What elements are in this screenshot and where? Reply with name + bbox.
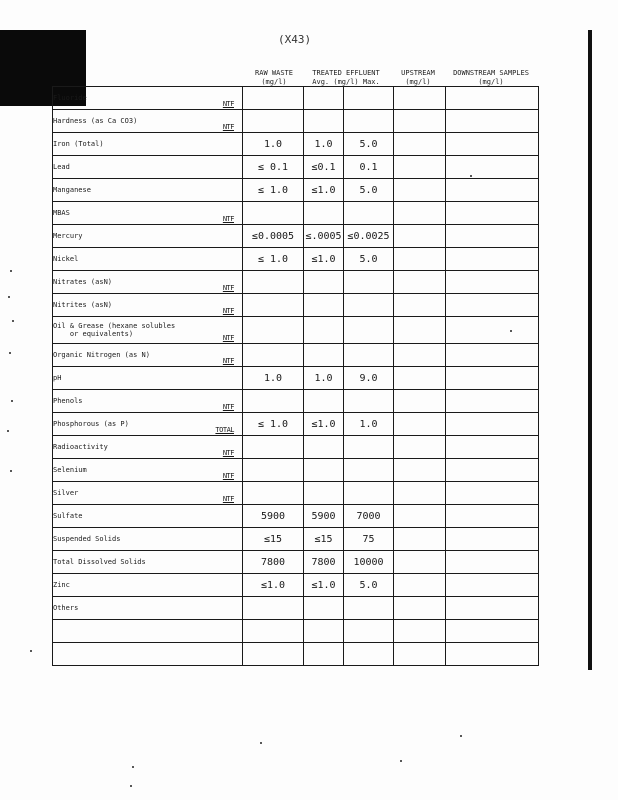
parameter-cell (53, 179, 243, 202)
header-downstream-samples: DOWNSTREAM SAMPLES (mg/l) (453, 69, 529, 86)
raw-waste-value-cell (243, 436, 304, 459)
parameter-name: Selenium (53, 466, 87, 474)
ntf-mark: NTF (222, 215, 234, 223)
treated-avg-value-cell (304, 597, 344, 620)
parameter-name: Phenols (53, 397, 83, 405)
raw-waste-value-cell (243, 459, 304, 482)
downstream-cell (446, 179, 539, 202)
upstream-cell (394, 482, 446, 505)
treated-max-value: 1.0 (359, 418, 378, 430)
parameter-name: Others (53, 604, 79, 612)
ntf-mark: NTF (222, 100, 234, 108)
treated-avg-value-cell (304, 344, 344, 367)
downstream-cell (446, 133, 539, 156)
ntf-mark: NTF (222, 495, 234, 503)
parameter-name: Nickel (53, 255, 79, 263)
downstream-cell (446, 482, 539, 505)
treated-avg-value-cell (304, 551, 344, 574)
table-row (53, 390, 539, 413)
treated-max-value: 0.1 (359, 161, 378, 173)
raw-waste-value-cell (243, 179, 304, 202)
table-row (53, 597, 539, 620)
treated-avg-value: 5900 (311, 510, 336, 522)
raw-waste-value-cell (243, 528, 304, 551)
ntf-mark: NTF (222, 334, 234, 342)
scan-speck (7, 430, 9, 432)
treated-avg-value-cell (304, 620, 344, 643)
treated-avg-value: ≤1.0 (311, 253, 336, 265)
header-raw-waste: RAW WASTE (mg/l) (255, 69, 293, 86)
treated-max-value-cell (344, 202, 394, 225)
parameter-name: pH (53, 374, 62, 382)
raw-waste-value: ≤ 1.0 (257, 418, 289, 430)
treated-max-value-cell (344, 344, 394, 367)
upstream-cell (394, 110, 446, 133)
upstream-cell (394, 459, 446, 482)
treated-max-value-cell (344, 459, 394, 482)
page-number: (X43) (278, 33, 312, 46)
table-row (53, 413, 539, 436)
raw-waste-value: ≤15 (263, 533, 283, 545)
table-row (53, 551, 539, 574)
treated-avg-value-cell (304, 271, 344, 294)
parameter-cell (53, 528, 243, 551)
table-row (53, 248, 539, 271)
raw-waste-value-cell (243, 643, 304, 666)
raw-waste-value-cell (243, 574, 304, 597)
scan-speck (400, 760, 402, 762)
scan-speck (11, 400, 13, 402)
downstream-cell (446, 202, 539, 225)
table-row (53, 87, 539, 110)
table-row (53, 482, 539, 505)
raw-waste-value-cell (243, 248, 304, 271)
raw-waste-value: ≤0.0005 (251, 230, 295, 242)
raw-waste-value-cell (243, 202, 304, 225)
treated-max-value: ≤0.0025 (347, 230, 390, 242)
parameter-name: Phosphorous (as P) (53, 420, 129, 428)
treated-max-value: 75 (362, 533, 375, 545)
treated-avg-value-cell (304, 643, 344, 666)
downstream-cell (446, 317, 539, 344)
upstream-cell (394, 271, 446, 294)
parameter-name: MBAS (53, 209, 70, 217)
parameter-name: Fluoride (53, 94, 87, 102)
upstream-cell (394, 133, 446, 156)
raw-waste-value-cell (243, 551, 304, 574)
parameter-cell (53, 620, 243, 643)
table-row (53, 110, 539, 133)
parameter-cell (53, 436, 243, 459)
treated-avg-value: ≤1.0 (311, 418, 336, 430)
parameter-cell (53, 202, 243, 225)
treated-avg-value: 1.0 (314, 372, 333, 384)
treated-avg-value-cell (304, 528, 344, 551)
upstream-cell (394, 248, 446, 271)
parameter-name: Radioactivity (53, 443, 108, 451)
parameter-cell (53, 413, 243, 436)
raw-waste-value-cell (243, 620, 304, 643)
parameter-cell (53, 225, 243, 248)
treated-avg-value-cell (304, 574, 344, 597)
treated-max-value-cell (344, 133, 394, 156)
scan-speck (8, 296, 10, 298)
treated-avg-value-cell (304, 436, 344, 459)
raw-waste-value: ≤ 1.0 (257, 253, 289, 265)
parameter-cell (53, 574, 243, 597)
treated-max-value-cell (344, 294, 394, 317)
ntf-mark: NTF (222, 123, 234, 131)
scan-speck (470, 175, 472, 177)
downstream-cell (446, 110, 539, 133)
ntf-mark: NTF (222, 472, 234, 480)
treated-avg-value-cell (304, 367, 344, 390)
raw-waste-value-cell (243, 110, 304, 133)
upstream-cell (394, 597, 446, 620)
scan-speck (12, 320, 14, 322)
raw-waste-value: 5900 (260, 510, 286, 522)
raw-waste-value-cell (243, 344, 304, 367)
downstream-cell (446, 225, 539, 248)
upstream-cell (394, 436, 446, 459)
ntf-mark: NTF (222, 307, 234, 315)
parameter-cell (53, 344, 243, 367)
raw-waste-value-cell (243, 225, 304, 248)
ntf-mark: NTF (222, 449, 234, 457)
treated-avg-value-cell (304, 317, 344, 344)
parameter-cell (53, 110, 243, 133)
raw-waste-value-cell (243, 294, 304, 317)
raw-waste-value-cell (243, 367, 304, 390)
treated-max-value-cell (344, 620, 394, 643)
upstream-cell (394, 179, 446, 202)
parameter-name: Sulfate (53, 512, 83, 520)
upstream-cell (394, 156, 446, 179)
downstream-cell (446, 271, 539, 294)
downstream-cell (446, 413, 539, 436)
scan-speck (30, 650, 32, 652)
treated-max-value-cell (344, 597, 394, 620)
raw-waste-value-cell (243, 156, 304, 179)
parameter-cell (53, 317, 243, 344)
downstream-cell (446, 294, 539, 317)
parameter-cell (53, 87, 243, 110)
parameter-name: Lead (53, 163, 70, 171)
treated-avg-value: ≤0.1 (311, 161, 336, 173)
table-row (53, 367, 539, 390)
treated-max-value: 9.0 (359, 372, 378, 384)
treated-max-value-cell (344, 482, 394, 505)
effluent-data-table (52, 86, 539, 666)
treated-max-value-cell (344, 225, 394, 248)
parameter-name: Total Dissolved Solids (53, 558, 146, 566)
downstream-cell (446, 459, 539, 482)
table-row (53, 317, 539, 344)
downstream-cell (446, 620, 539, 643)
upstream-cell (394, 294, 446, 317)
raw-waste-value-cell (243, 317, 304, 344)
raw-waste-value: 1.0 (263, 372, 283, 384)
parameter-name: Mercury (53, 232, 83, 240)
parameter-name: Nitrates (asN) (53, 278, 113, 286)
parameter-cell (53, 367, 243, 390)
raw-waste-value-cell (243, 133, 304, 156)
scan-speck (10, 470, 12, 472)
table-row (53, 271, 539, 294)
table-row (53, 202, 539, 225)
treated-max-value-cell (344, 179, 394, 202)
downstream-cell (446, 156, 539, 179)
upstream-cell (394, 390, 446, 413)
upstream-cell (394, 87, 446, 110)
scan-speck (132, 766, 134, 768)
treated-max-value-cell (344, 317, 394, 344)
parameter-cell (53, 248, 243, 271)
table-row (53, 133, 539, 156)
treated-avg-value-cell (304, 505, 344, 528)
upstream-cell (394, 367, 446, 390)
treated-max-value-cell (344, 413, 394, 436)
treated-avg-value-cell (304, 390, 344, 413)
header-treated-effluent: TREATED EFFLUENT Avg. (mg/l) Max. (312, 69, 380, 86)
upstream-cell (394, 317, 446, 344)
treated-avg-value-cell (304, 179, 344, 202)
treated-max-value: 5.0 (359, 184, 378, 196)
parameter-name: Organic Nitrogen (as N) (53, 351, 150, 359)
upstream-cell (394, 202, 446, 225)
treated-max-value-cell (344, 574, 394, 597)
treated-avg-value: 1.0 (314, 138, 333, 150)
parameter-name: Nitrites (asN) (53, 301, 113, 309)
parameter-name: Hardness (as Ca CO3) (53, 117, 138, 125)
treated-max-value: 7000 (356, 510, 381, 522)
treated-avg-value: ≤1.0 (311, 184, 336, 196)
parameter-cell (53, 597, 243, 620)
treated-max-value-cell (344, 156, 394, 179)
downstream-cell (446, 551, 539, 574)
downstream-cell (446, 344, 539, 367)
raw-waste-value-cell (243, 482, 304, 505)
parameter-cell (53, 482, 243, 505)
ntf-mark: NTF (222, 403, 234, 411)
treated-max-value: 5.0 (359, 138, 378, 150)
table-row (53, 643, 539, 666)
downstream-cell (446, 367, 539, 390)
raw-waste-value: ≤1.0 (260, 579, 286, 591)
treated-max-value-cell (344, 643, 394, 666)
scan-speck (510, 330, 512, 332)
table-row (53, 436, 539, 459)
upstream-cell (394, 574, 446, 597)
treated-max-value: 5.0 (359, 579, 378, 591)
parameter-cell (53, 294, 243, 317)
parameter-name: Oil & Grease (hexane solubles or equivalents) (53, 322, 176, 338)
raw-waste-value-cell (243, 271, 304, 294)
treated-max-value-cell (344, 367, 394, 390)
treated-max-value-cell (344, 390, 394, 413)
parameter-cell (53, 643, 243, 666)
treated-avg-value: ≤15 (314, 533, 333, 545)
treated-max-value-cell (344, 505, 394, 528)
scan-speck (9, 352, 11, 354)
table-row (53, 179, 539, 202)
raw-waste-value-cell (243, 390, 304, 413)
downstream-cell (446, 390, 539, 413)
downstream-cell (446, 528, 539, 551)
page-edge-line (588, 30, 592, 670)
upstream-cell (394, 620, 446, 643)
treated-avg-value-cell (304, 294, 344, 317)
treated-max-value: 5.0 (359, 253, 378, 265)
treated-max-value-cell (344, 271, 394, 294)
parameter-name: Iron (Total) (53, 140, 104, 148)
table-row (53, 505, 539, 528)
parameter-name: Manganese (53, 186, 91, 194)
treated-max-value-cell (344, 248, 394, 271)
upstream-cell (394, 528, 446, 551)
treated-avg-value: ≤1.0 (311, 579, 336, 591)
downstream-cell (446, 87, 539, 110)
header-upstream: UPSTREAM (mg/l) (401, 69, 435, 86)
upstream-cell (394, 643, 446, 666)
raw-waste-value: 7800 (260, 556, 286, 568)
table-row (53, 344, 539, 367)
scan-speck (260, 742, 262, 744)
raw-waste-value-cell (243, 505, 304, 528)
treated-max-value-cell (344, 110, 394, 133)
downstream-cell (446, 436, 539, 459)
treated-avg-value-cell (304, 482, 344, 505)
table-row (53, 620, 539, 643)
treated-avg-value-cell (304, 225, 344, 248)
ntf-mark: NTF (222, 357, 234, 365)
treated-avg-value-cell (304, 248, 344, 271)
raw-waste-value-cell (243, 87, 304, 110)
treated-avg-value-cell (304, 413, 344, 436)
treated-max-value-cell (344, 87, 394, 110)
downstream-cell (446, 574, 539, 597)
raw-waste-value: ≤ 1.0 (257, 184, 289, 196)
upstream-cell (394, 413, 446, 436)
upstream-cell (394, 225, 446, 248)
raw-waste-value: 1.0 (263, 138, 283, 150)
upstream-cell (394, 551, 446, 574)
treated-max-value-cell (344, 528, 394, 551)
parameter-cell (53, 459, 243, 482)
raw-waste-value-cell (243, 597, 304, 620)
upstream-cell (394, 344, 446, 367)
parameter-cell (53, 133, 243, 156)
downstream-cell (446, 505, 539, 528)
parameter-cell (53, 505, 243, 528)
treated-max-value: 10000 (353, 556, 384, 568)
table-row (53, 156, 539, 179)
ntf-mark: NTF (222, 284, 234, 292)
treated-max-value-cell (344, 551, 394, 574)
raw-waste-value: ≤ 0.1 (257, 161, 289, 173)
scan-speck (460, 735, 462, 737)
table-row (53, 574, 539, 597)
parameter-cell (53, 271, 243, 294)
ntf-mark: TOTAL (215, 426, 234, 434)
treated-avg-value: ≤.0005 (305, 230, 342, 242)
parameter-name: Silver (53, 489, 79, 497)
treated-avg-value-cell (304, 110, 344, 133)
parameter-name: Zinc (53, 581, 70, 589)
parameter-cell (53, 551, 243, 574)
downstream-cell (446, 597, 539, 620)
table-row (53, 225, 539, 248)
treated-avg-value-cell (304, 133, 344, 156)
raw-waste-value-cell (243, 413, 304, 436)
treated-avg-value-cell (304, 202, 344, 225)
treated-avg-value-cell (304, 156, 344, 179)
downstream-cell (446, 643, 539, 666)
treated-avg-value-cell (304, 87, 344, 110)
table-row (53, 294, 539, 317)
scan-speck (130, 785, 132, 787)
upstream-cell (394, 505, 446, 528)
parameter-cell (53, 156, 243, 179)
scan-speck (10, 270, 12, 272)
treated-max-value-cell (344, 436, 394, 459)
treated-avg-value: 7800 (311, 556, 336, 568)
parameter-name: Suspended Solids (53, 535, 121, 543)
treated-avg-value-cell (304, 459, 344, 482)
table-row (53, 528, 539, 551)
table-row (53, 459, 539, 482)
downstream-cell (446, 248, 539, 271)
parameter-cell (53, 390, 243, 413)
